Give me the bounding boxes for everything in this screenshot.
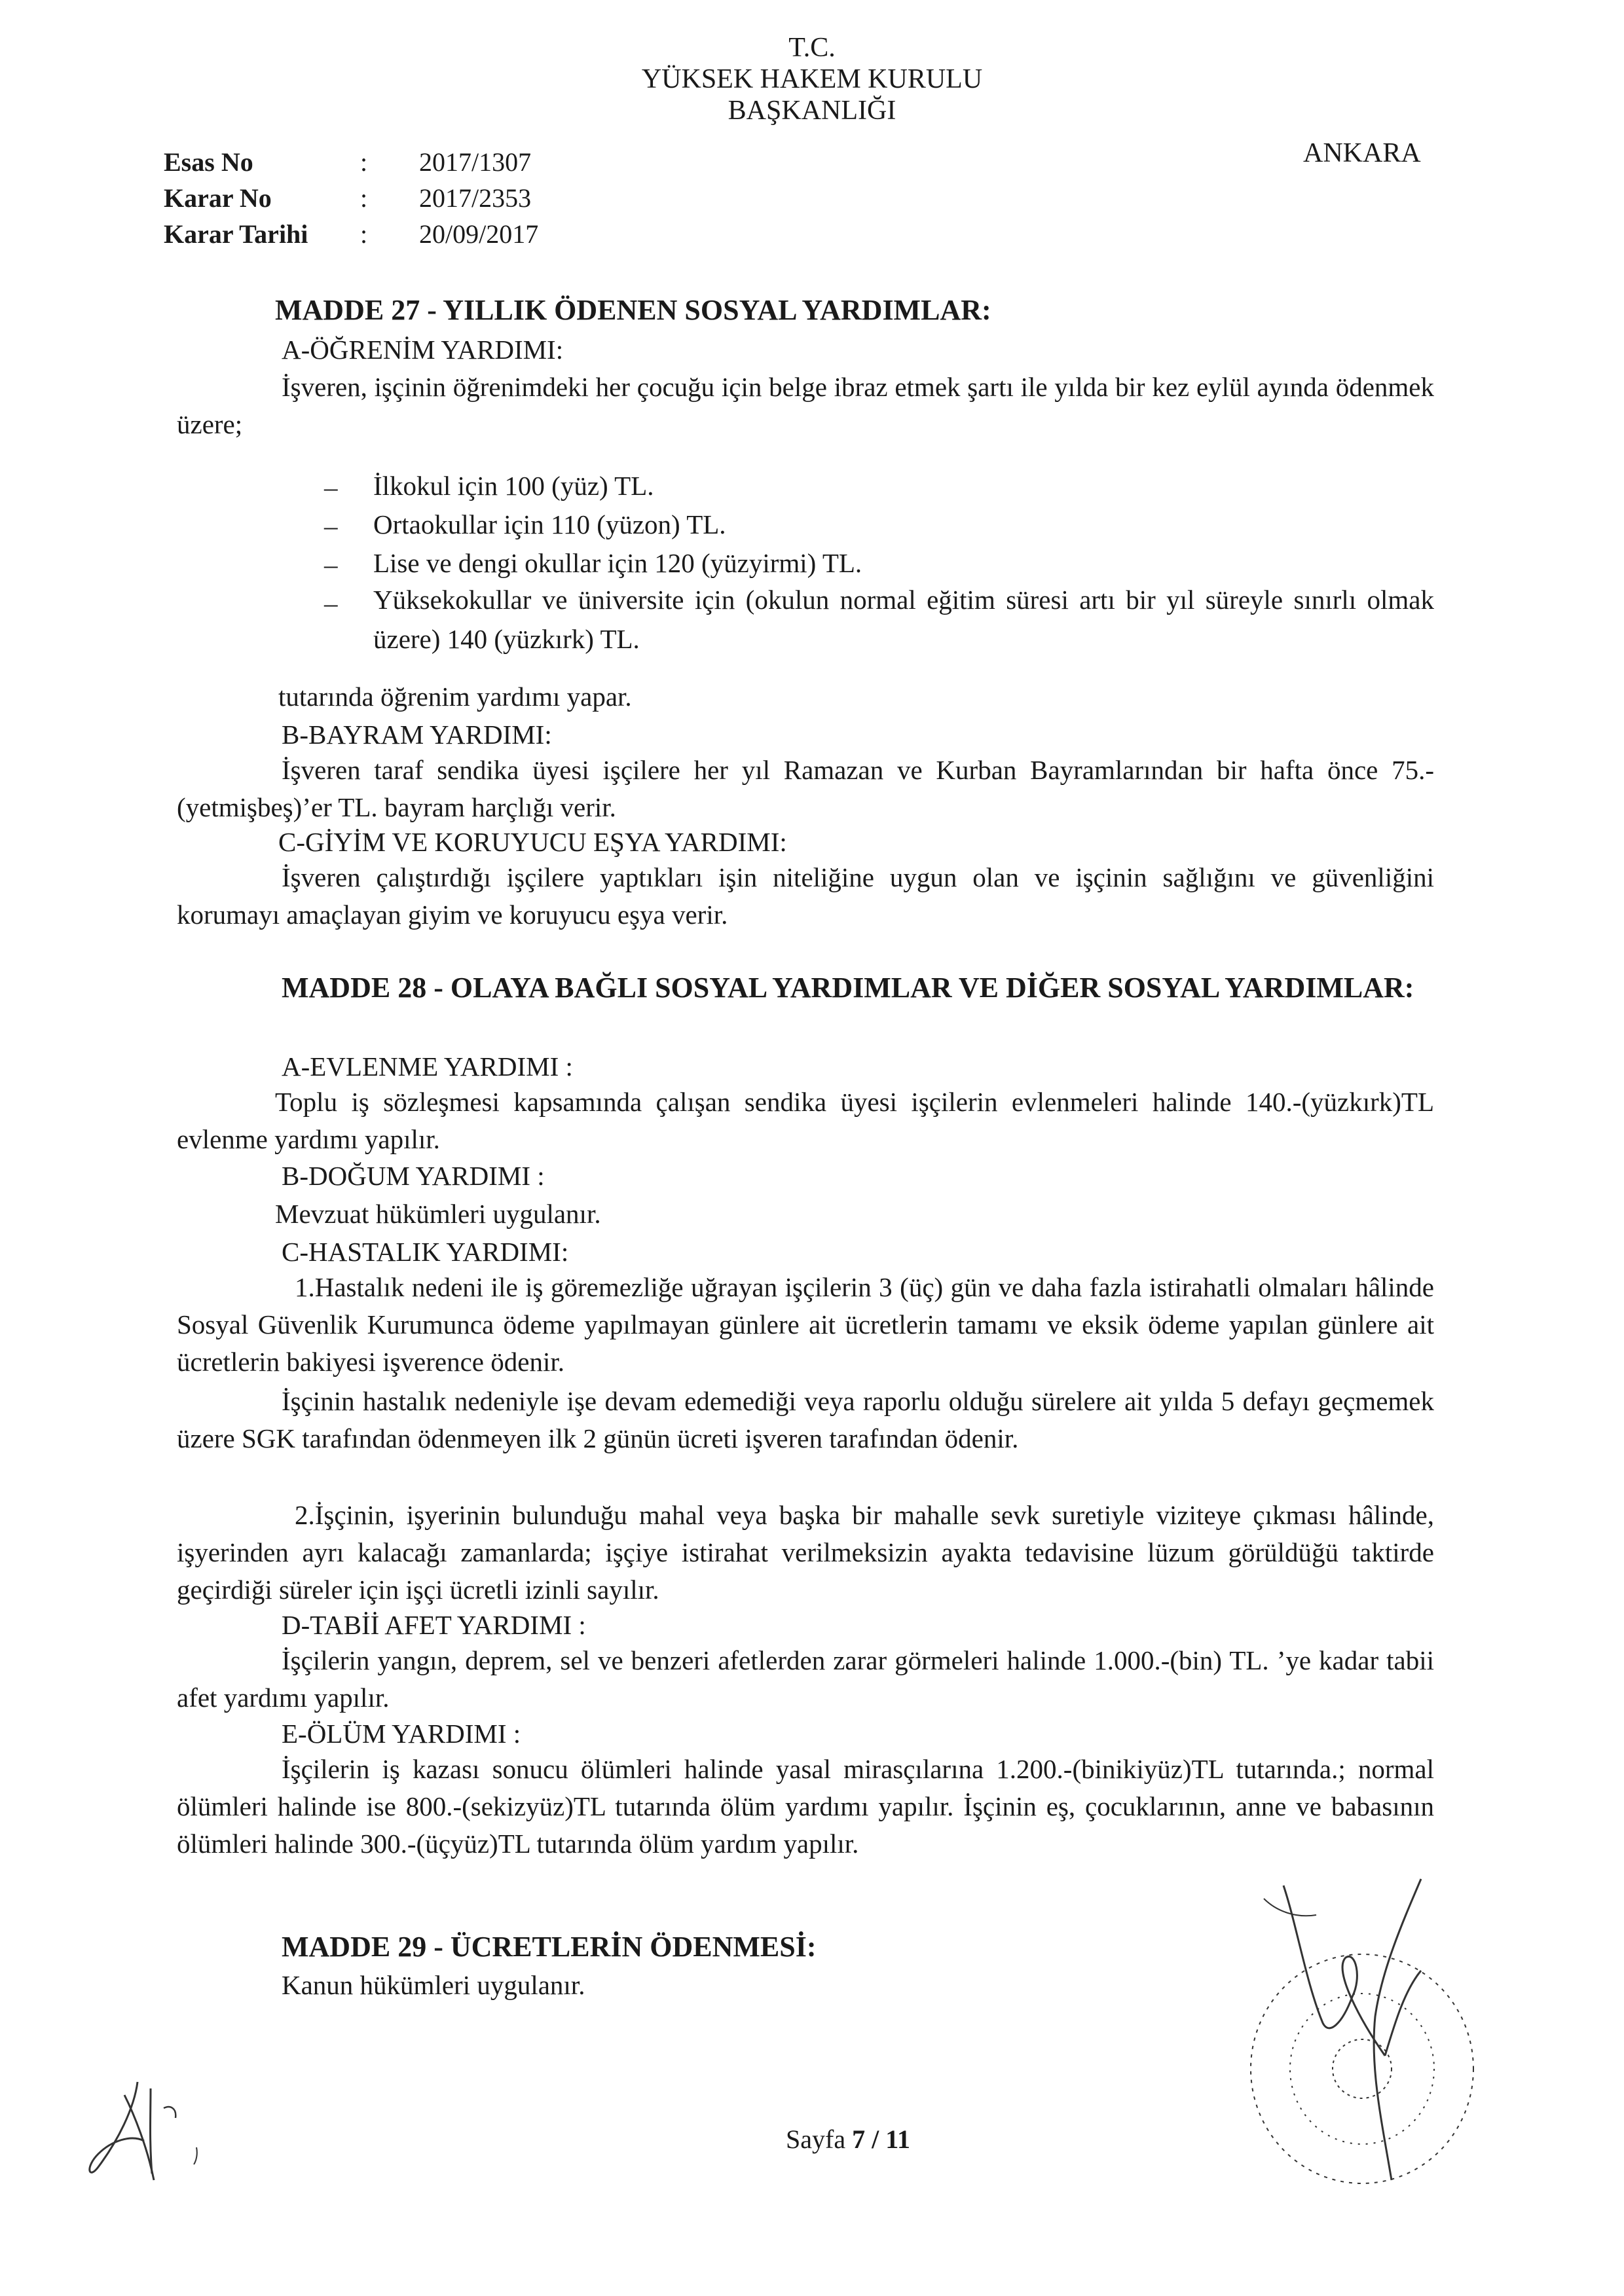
page-total: 11 xyxy=(885,2124,910,2154)
m28-c-p2: İşçinin hastalık nedeniyle işe devam edemediği veya raporlu olduğu sürelere ait yılda 5 defayı geçmemek üzere SGK tarafından ödenmeyen ilk 2 günün ücreti işveren tarafından ödenir. xyxy=(177,1386,1434,1453)
handwritten-initials-icon xyxy=(72,2069,242,2193)
m27-b-text: İşveren taraf sendika üyesi işçilere her yıl Ramazan ve Kurban Bayramlarından bir hafta önce 75.-(yetmişbeş)’er TL. bayram harçlığı verir. xyxy=(177,755,1434,822)
meta-label: Karar No xyxy=(164,183,272,213)
m28-e-title: E-ÖLÜM YARDIMI : xyxy=(282,1719,521,1749)
madde-29-title: MADDE 29 - ÜCRETLERİN ÖDENMESİ: xyxy=(282,1931,817,1963)
m28-a-text: Toplu iş sözleşmesi kapsamında çalışan sendika üyesi işçilerin evlenmeleri halinde 140.-(yüzkırk)TL evlenme yardımı yapılır. xyxy=(177,1087,1434,1154)
page-number xyxy=(786,2124,910,2155)
header-institution: YÜKSEK HAKEM KURULU xyxy=(641,64,983,94)
m27-a-intro: İşveren, işçinin öğrenimdeki her çocuğu için belge ibraz etmek şartı ile yılda bir kez eylül ayında ödenmek üzere; xyxy=(177,372,1434,439)
m28-d-title: D-TABİİ AFET YARDIMI : xyxy=(282,1610,586,1640)
meta-value: 2017/2353 xyxy=(419,183,532,213)
m27-bullet-2: Ortaokullar için 110 (yüzon) TL. xyxy=(373,509,726,539)
list-dash: – xyxy=(324,511,338,541)
official-stamp-signature-icon xyxy=(1166,1872,1532,2213)
m27-c-text: İşveren çalıştırdığı işçilere yaptıkları işin niteliğine uygun olan ve işçinin sağlığını ve güvenliğini korumayı amaçlayan giyim ve koruyucu eşya verir. xyxy=(177,862,1434,930)
meta-value: 2017/1307 xyxy=(419,147,532,177)
list-dash: – xyxy=(324,472,338,502)
m27-a-title: A-ÖĞRENİM YARDIMI: xyxy=(282,335,564,365)
meta-colon: : xyxy=(360,219,368,249)
m28-a-title: A-EVLENME YARDIMI : xyxy=(282,1051,573,1082)
meta-colon: : xyxy=(360,147,368,177)
list-dash: – xyxy=(324,549,338,579)
meta-karar-no xyxy=(164,185,531,211)
m27-a-outro: tutarında öğrenim yardımı yapar. xyxy=(278,682,632,712)
m29-text: Kanun hükümleri uygulanır. xyxy=(282,1970,585,2000)
m28-b-title: B-DOĞUM YARDIMI : xyxy=(282,1161,545,1191)
m28-b-text: Mevzuat hükümleri uygulanır. xyxy=(275,1199,601,1229)
meta-karar-tarihi xyxy=(164,221,538,247)
header-presidency: BAŞKANLIĞI xyxy=(728,96,896,126)
m28-e-text: İşçilerin iş kazası sonucu ölümleri halinde yasal mirasçılarına 1.200.-(binikiyüz)TL tutarında.; normal ölümleri halinde ise 800.-(sekizyüz)TL tutarında ölüm yardımı yapılır. İşçinin eş, çocuklarının, anne ve babasının ölümleri halinde 300.-(üçyüz)TL tutarında ölüm yardım yapılır. xyxy=(177,1754,1434,1859)
page-separator: / xyxy=(872,2124,879,2154)
list-dash: – xyxy=(324,588,338,618)
m28-c-p3: 2.İşçinin, işyerinin bulunduğu mahal veya başka bir mahalle sevk suretiyle viziteye çıkması hâlinde, işyerinden ayrı kalacağı zamanlarda; işçiye istirahat verilmeksizin ayakta tedavisine lüzum görüldüğü taktirde geçirdiği süreler için işçi ücretli izinli sayılır. xyxy=(177,1500,1434,1605)
meta-label: Karar Tarihi xyxy=(164,219,308,249)
header-city: ANKARA xyxy=(1303,138,1421,168)
meta-colon: : xyxy=(360,183,368,213)
m27-bullet-4: Yüksekokullar ve üniversite için (okulun normal eğitim süresi artı bir yıl süreyle sınırlı olmak üzere) 140 (yüzkırk) TL. xyxy=(373,585,1434,654)
m27-bullet-3: Lise ve dengi okullar için 120 (yüzyirmi) TL. xyxy=(373,548,862,578)
m27-bullet-1: İlkokul için 100 (yüz) TL. xyxy=(373,471,654,501)
m27-c-title: C-GİYİM VE KORUYUCU EŞYA YARDIMI: xyxy=(278,827,787,857)
m28-d-text: İşçilerin yangın, deprem, sel ve benzeri afetlerden zarar görmeleri halinde 1.000.-(bin) TL. ’ye kadar tabii afet yardımı yapılır. xyxy=(177,1645,1434,1713)
madde-28-title: MADDE 28 - OLAYA BAĞLI SOSYAL YARDIMLAR VE DİĞER SOSYAL YARDIMLAR: xyxy=(282,972,1414,1004)
meta-esas-no xyxy=(164,149,531,175)
m28-c-title: C-HASTALIK YARDIMI: xyxy=(282,1237,569,1267)
m27-b-title: B-BAYRAM YARDIMI: xyxy=(282,720,552,750)
madde-27-title: MADDE 27 - YILLIK ÖDENEN SOSYAL YARDIMLAR: xyxy=(275,294,991,326)
meta-value: 20/09/2017 xyxy=(419,219,539,249)
page-label: Sayfa xyxy=(786,2124,846,2154)
m28-c-p1: 1.Hastalık nedeni ile iş göremezliğe uğrayan işçilerin 3 (üç) gün ve daha fazla istirahatli olmaları hâlinde Sosyal Güvenlik Kurumunca ödeme yapılmayan günlere ait ücretlerin tamamı ve eksik ödeme yapılan günlere ait ücretlerin bakiyesi işverence ödenir. xyxy=(177,1272,1434,1377)
header-tc: T.C. xyxy=(788,33,836,63)
meta-label: Esas No xyxy=(164,147,253,177)
page-current: 7 xyxy=(852,2124,866,2154)
